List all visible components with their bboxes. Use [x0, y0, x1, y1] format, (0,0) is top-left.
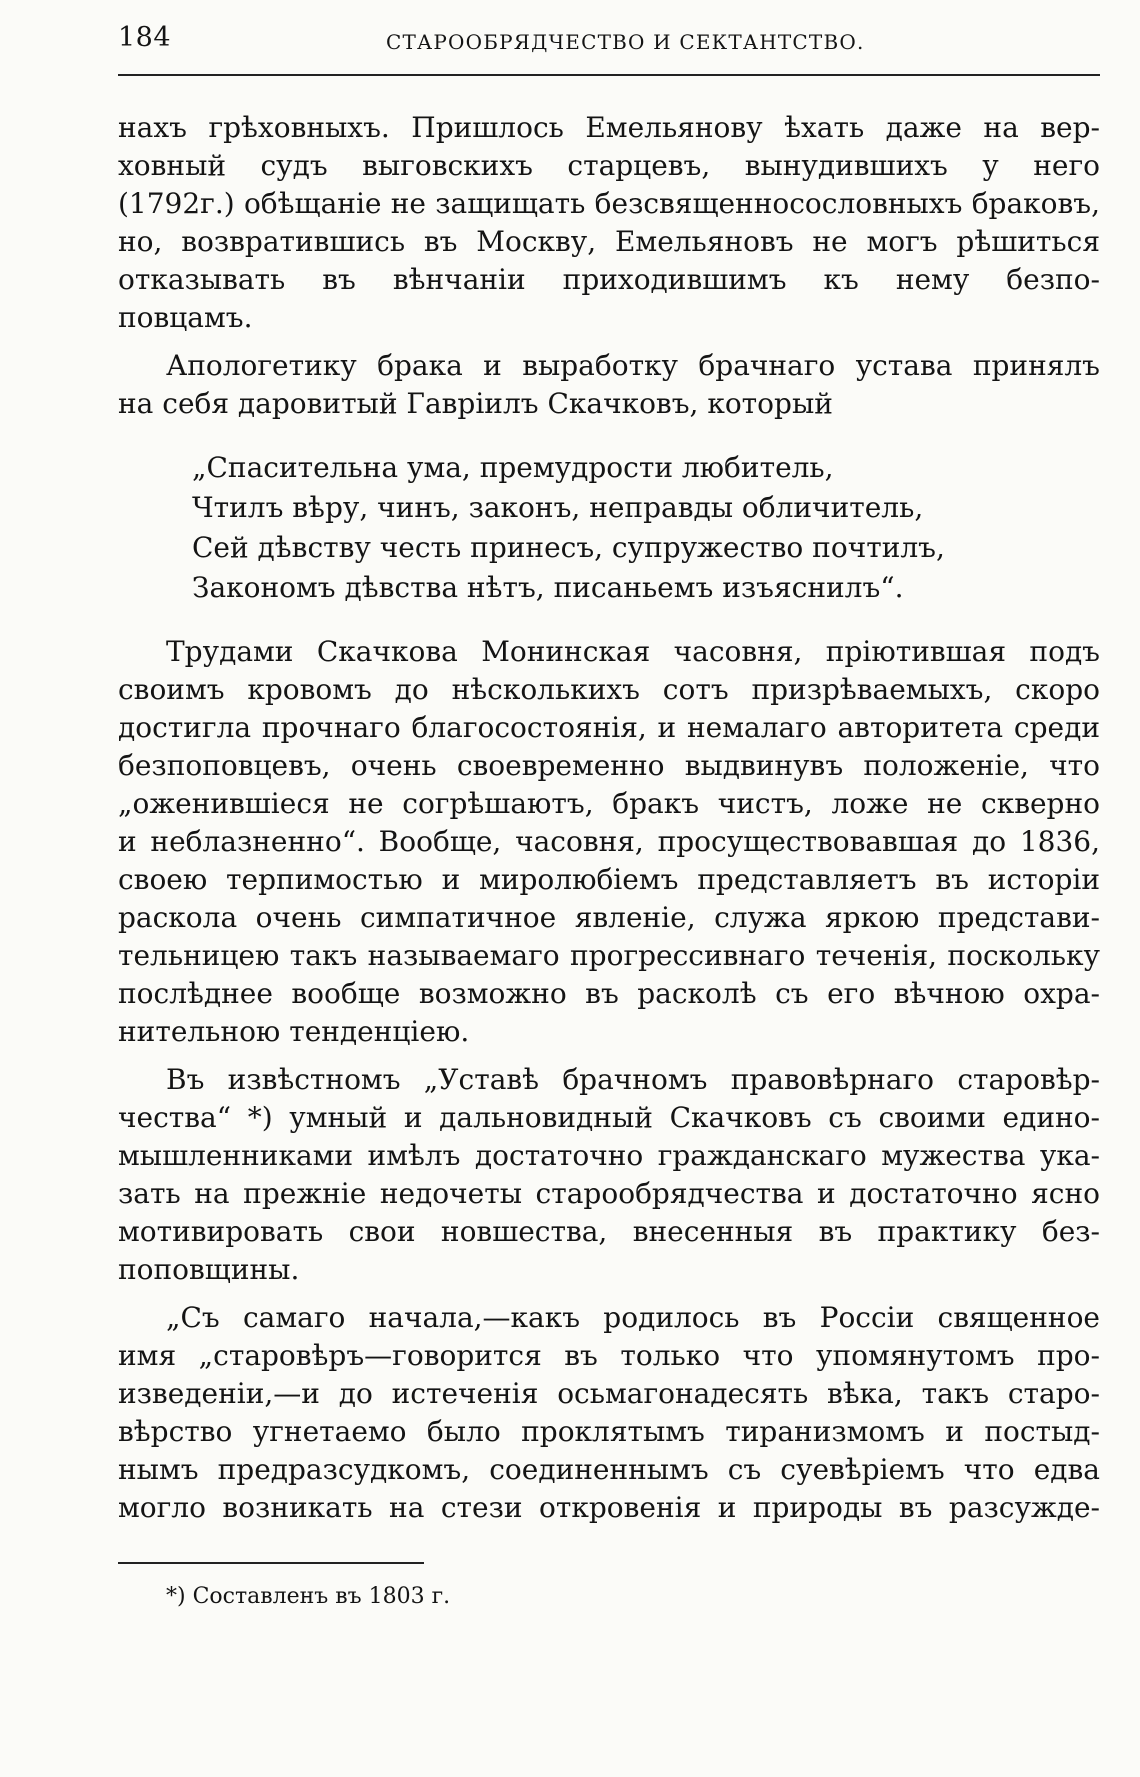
text-line: послѣднее вообще возможно въ расколѣ съ его вѣчною охра-: [118, 977, 1100, 1010]
header-rule: [118, 74, 1100, 76]
text-line: нымъ предразсудкомъ, соединеннымъ съ суевѣріемъ что едва: [118, 1453, 1100, 1486]
text-line: имя „старовѣръ—говорится въ только что упомянутомъ про-: [118, 1339, 1100, 1372]
text-line: поповщины.: [118, 1253, 300, 1286]
text-line: на себя даровитый Гавріилъ Скачковъ, который: [118, 387, 833, 420]
text-line: тельницею такъ называемаго прогрессивнаго теченія, поскольку: [118, 939, 1100, 972]
text-line: Апологетику брака и выработку брачнаго устава принялъ: [166, 349, 1100, 382]
text-line: могло возникать на стези откровенія и природы въ разсужде-: [118, 1491, 1100, 1524]
page-number: 184: [118, 22, 172, 53]
text-line: Въ извѣстномъ „Уставѣ брачномъ правовѣрнаго старовѣр-: [166, 1063, 1100, 1096]
text-line: отказывать въ вѣнчаніи приходившимъ къ нему безпо-: [118, 263, 1100, 296]
text-line: мотивировать свои новшества, внесенныя въ практику без-: [118, 1215, 1100, 1248]
running-title: СТАРООБРЯДЧЕСТВО И СЕКТАНТСТВО.: [386, 30, 865, 54]
text-line: ховный судъ выговскихъ старцевъ, вынудившихъ у него: [118, 149, 1100, 182]
text-line: своимъ кровомъ до нѣсколькихъ сотъ призрѣваемыхъ, скоро: [118, 673, 1100, 706]
text-line: безпоповцевъ, очень своевременно выдвинувъ положеніе, что: [118, 749, 1100, 782]
verse-line: Сей дѣвству честь принесъ, супружество почтилъ,: [192, 531, 945, 564]
text-line: достигла прочнаго благосостоянія, и немалаго авторитета среди: [118, 711, 1100, 744]
text-line: „оженившіеся не согрѣшаютъ, бракъ чистъ, ложе не скверно: [118, 787, 1100, 820]
text-line: мышленниками имѣлъ достаточно гражданскаго мужества ука-: [118, 1139, 1100, 1172]
verse-line: Чтилъ вѣру, чинъ, законъ, неправды обличитель,: [192, 491, 924, 524]
footnote: *) Составленъ въ 1803 г.: [166, 1584, 451, 1609]
text-line: своею терпимостью и миролюбіемъ представляетъ въ исторіи: [118, 863, 1100, 896]
page-header: [118, 22, 1100, 62]
text-line: повцамъ.: [118, 301, 253, 334]
text-line: нительною тенденціею.: [118, 1015, 470, 1048]
verse-line: „Спасительна ума, премудрости любитель,: [192, 451, 834, 484]
text-line: нахъ грѣховныхъ. Пришлось Емельянову ѣхать даже на вер-: [118, 111, 1100, 144]
text-line: зать на прежніе недочеты старообрядчества и достаточно ясно: [118, 1177, 1100, 1210]
text-line: и неблазненно“. Вообще, часовня, просуществовавшая до 1836,: [118, 825, 1100, 858]
text-line: „Съ самаго начала,—какъ родилось въ Россіи священное: [166, 1301, 1100, 1334]
text-line: (1792г.) обѣщаніе не защищать безсвященносословныхъ браковъ,: [118, 187, 1100, 220]
text-line: чества“ *) умный и дальновидный Скачковъ съ своими едино-: [118, 1101, 1100, 1134]
footnote-rule: [118, 1562, 424, 1564]
text-line: вѣрство угнетаемо было проклятымъ тиранизмомъ и постыд-: [118, 1415, 1100, 1448]
text-line: Трудами Скачкова Монинская часовня, пріютившая подъ: [166, 635, 1100, 668]
text-line: раскола очень симпатичное явленіе, служа яркою представи-: [118, 901, 1100, 934]
text-line: но, возвратившись въ Москву, Емельяновъ не могъ рѣшиться: [118, 225, 1100, 258]
verse-line: Закономъ дѣвства нѣтъ, писаньемъ изъяснилъ“.: [192, 571, 904, 604]
text-line: изведеніи,—и до истеченія осьмагонадесять вѣка, такъ старо-: [118, 1377, 1100, 1410]
